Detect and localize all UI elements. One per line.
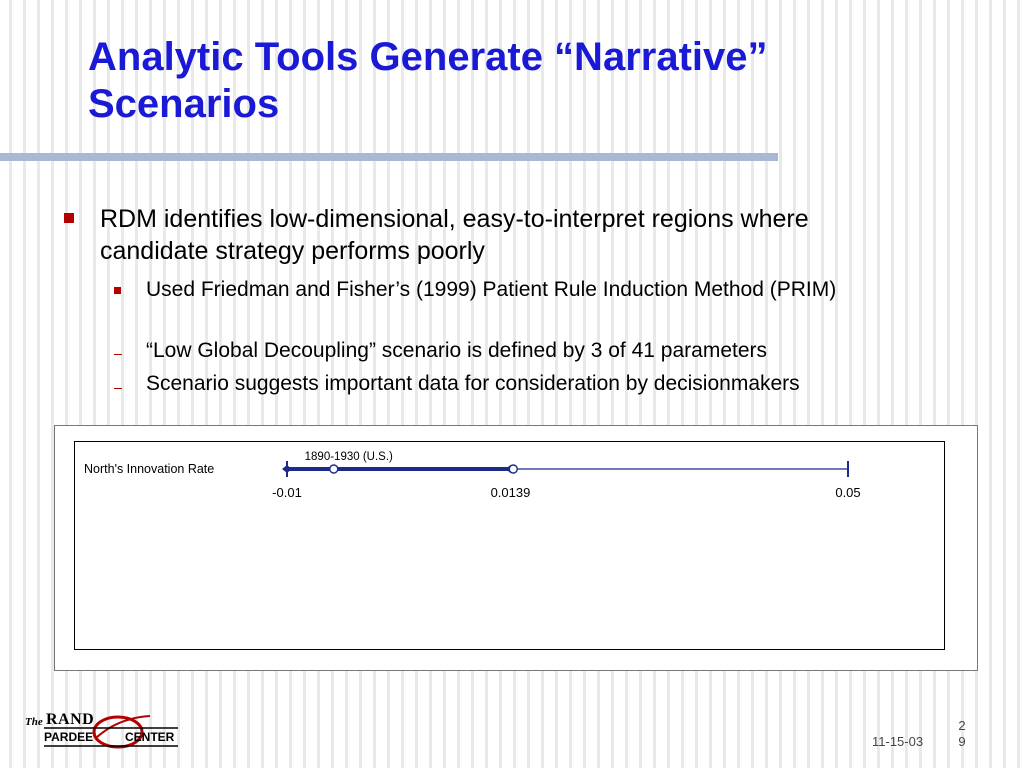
bullet-level2: “Low Global Decoupling” scenario is defined by 3 of 41 parameters [146, 339, 768, 362]
box-endpoint-marker [282, 465, 292, 473]
logo-center: CENTER [125, 730, 175, 744]
page-number-digit: 9 [958, 734, 966, 749]
slide-title: Analytic Tools Generate “Narrative” Scenarios [88, 35, 768, 126]
data-point [330, 465, 338, 473]
tick-label: 0.0139 [490, 485, 531, 500]
tick-label: 0.05 [835, 485, 861, 500]
tick-label: -0.01 [272, 485, 302, 500]
bullet-level2: Used Friedman and Fisher’s (1999) Patient Rule Induction Method (PRIM) [146, 278, 837, 301]
logo-the: The [25, 716, 43, 728]
rand-pardee-logo [22, 708, 182, 752]
logo-rand: RAND [46, 711, 95, 728]
logo-pardee: PARDEE [44, 730, 94, 744]
page-number [956, 718, 968, 750]
bullet-level2: Scenario suggests important data for consideration by decisionmakers [146, 372, 800, 395]
data-point [509, 465, 517, 473]
point-label: 1890-1930 (U.S.) [304, 451, 393, 463]
page-number-digit: 2 [958, 718, 966, 733]
footer-date: 11-15-03 [872, 734, 924, 749]
row-label: North's Innovation Rate [84, 462, 215, 476]
bullet-level1: RDM identifies low-dimensional, easy-to-interpret regions where candidate strategy performs poorly [100, 205, 809, 265]
